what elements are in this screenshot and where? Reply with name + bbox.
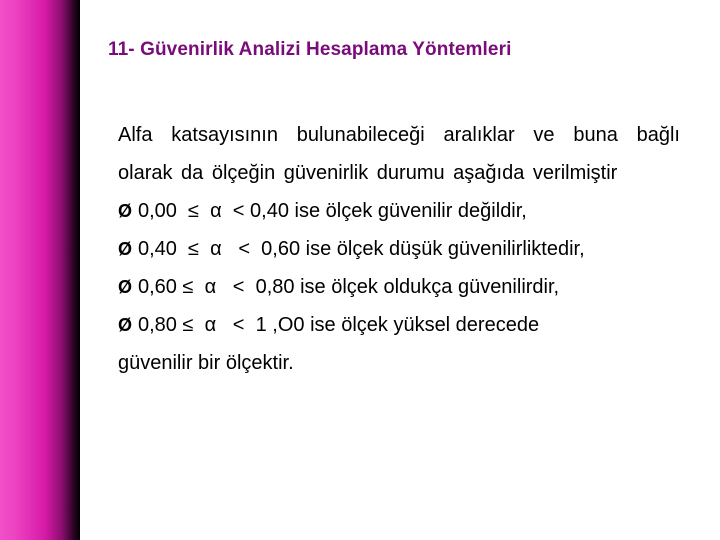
- bullet-text-2: 0,40 ≤ α < 0,60 ise ölçek düşük güvenilirliktedir,: [138, 238, 585, 260]
- slide-title: 11- Güvenirlik Analizi Hesaplama Yöntemleri: [108, 39, 512, 60]
- arrow-bullet-icon: Ø: [118, 201, 133, 221]
- arrow-bullet-icon: Ø: [118, 277, 133, 297]
- bullet-text-3: 0,60 ≤ α < 0,80 ise ölçek oldukça güvenilirdir,: [138, 276, 560, 298]
- slide-body: [118, 116, 680, 382]
- bullet-item-3: [118, 268, 680, 306]
- bullet-text-1: 0,00 ≤ α < 0,40 ise ölçek güvenilir değildir,: [138, 200, 527, 222]
- bullet-item-4-continuation: güvenilir bir ölçektir.: [118, 352, 294, 374]
- bullet-text-4: 0,80 ≤ α < 1 ,O0 ise ölçek yüksel derecede: [138, 314, 540, 336]
- intro-paragraph: Alfa katsayısının bulunabileceği aralıklar ve buna bağlı olarak da ölçeğin güvenirlik durumu aşağıda verilmiştir: [118, 124, 680, 184]
- bullet-item-1: [118, 192, 680, 230]
- decorative-side-bar: [0, 0, 80, 540]
- arrow-bullet-icon: Ø: [118, 315, 133, 335]
- bullet-item-2: [118, 230, 680, 268]
- bullet-item-4: [118, 306, 680, 344]
- arrow-bullet-icon: Ø: [118, 239, 133, 259]
